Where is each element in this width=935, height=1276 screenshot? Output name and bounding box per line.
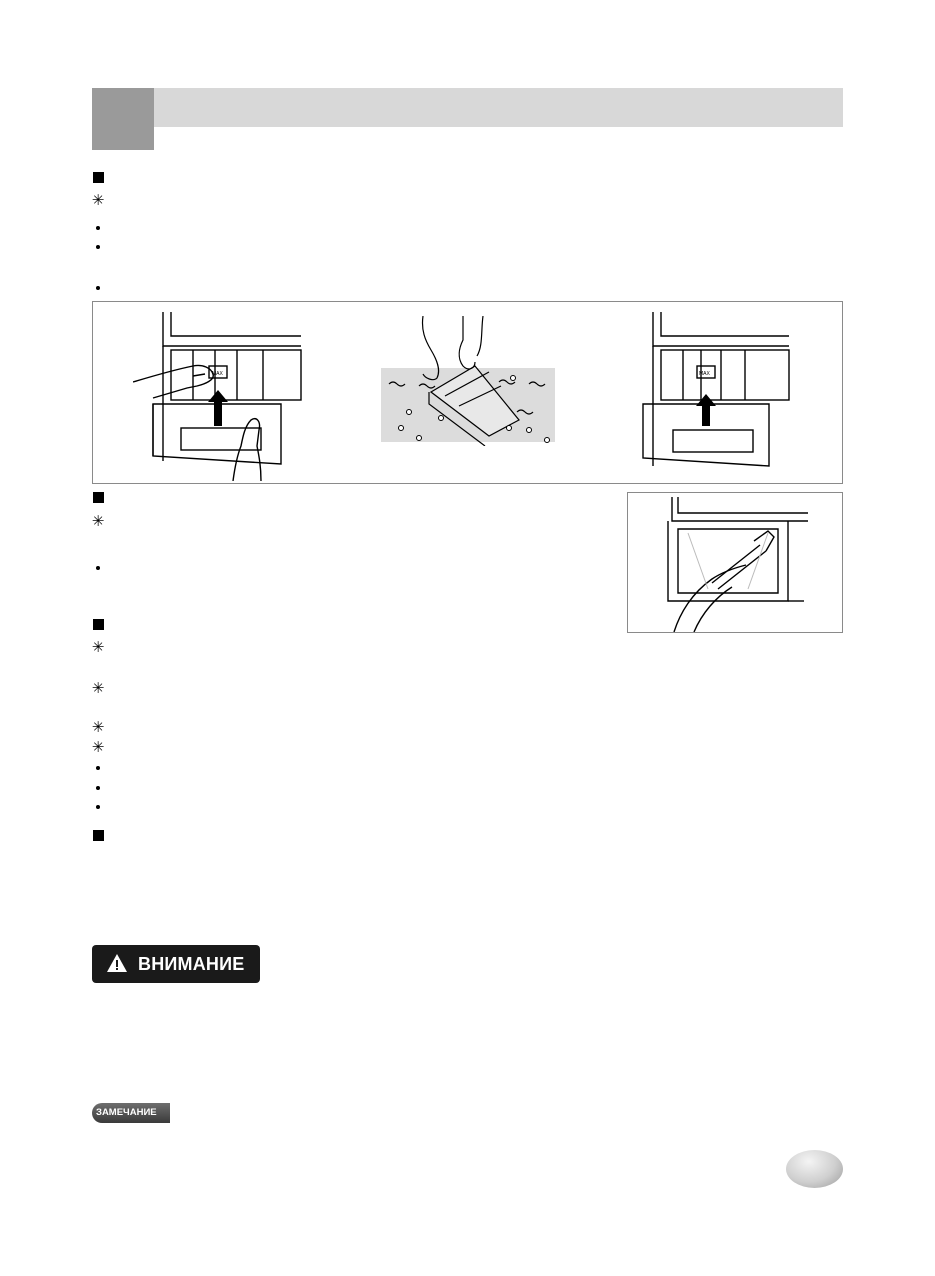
page-number-oval [786, 1150, 843, 1188]
drawer-max-label: MAX [212, 371, 223, 377]
note-badge [92, 1103, 170, 1123]
asterisk-marker: ✳ [91, 718, 105, 736]
bullet-marker [96, 566, 100, 570]
bullet-marker [96, 786, 100, 790]
bullet-marker [96, 766, 100, 770]
section-marker [93, 830, 104, 841]
dispenser-cleaning-figure-panel [92, 301, 843, 484]
bullet-marker [96, 226, 100, 230]
section-header-square [92, 88, 154, 150]
drawer-removal-illustration [133, 306, 353, 481]
asterisk-marker: ✳ [91, 512, 105, 530]
section-marker [93, 492, 104, 503]
bullet-marker [96, 245, 100, 249]
asterisk-marker: ✳ [91, 738, 105, 756]
warning-label: ВНИМАНИЕ [138, 954, 245, 974]
asterisk-marker: ✳ [91, 191, 105, 209]
bullet-marker [96, 286, 100, 290]
warning-triangle-icon [106, 953, 128, 973]
brush-cleaning-illustration [628, 493, 842, 632]
warning-badge [92, 945, 260, 983]
note-label: ЗАМЕЧАНИЕ [96, 1107, 157, 1118]
asterisk-marker: ✳ [91, 679, 105, 697]
asterisk-marker: ✳ [91, 638, 105, 656]
tray-washing-illustration [379, 316, 559, 446]
drawer-max-label-2: MAX [699, 371, 710, 377]
drawer-insert-illustration [629, 306, 829, 481]
bullet-marker [96, 805, 100, 809]
section-marker [93, 619, 104, 630]
recess-cleaning-figure [627, 492, 843, 633]
section-header-bar [92, 88, 843, 127]
section-marker [93, 172, 104, 183]
